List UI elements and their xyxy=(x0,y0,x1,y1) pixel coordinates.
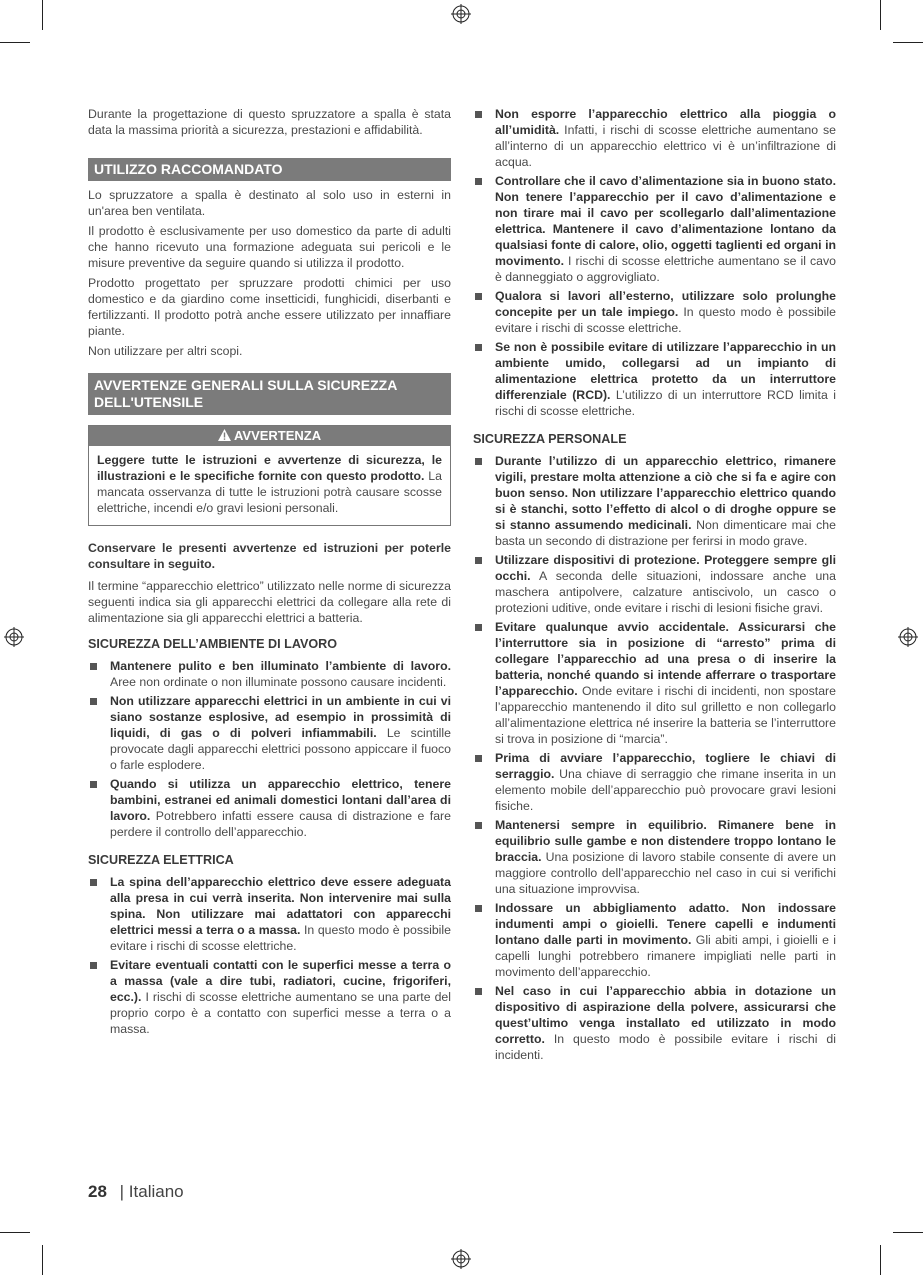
item-bold: Non esporre l’apparecchio elettrico alla pioggia o all’umidità. xyxy=(495,107,836,137)
item-text: Aree non ordinate o non illuminate possono causare incidenti. xyxy=(110,675,447,689)
list-item xyxy=(88,957,451,1037)
item-bold: Se non è possibile evitare di utilizzare l’apparecchio in un ambiente umido, collegarsi ad un impianto di alimentazione elettrica protetto da un interruttore differenziale (RCD). xyxy=(495,340,836,402)
electrical-list xyxy=(88,874,451,1037)
item-bold: Controllare che il cavo d’alimentazione sia in buono stato. Non tenere l’apparecchio per il cavo d’alimentazione e non tirare mai il cavo per scollegarlo dall’alimentazione elettrica. Mantenere il cavo d’alimentazione lontano da qualsiasi fonte di calore, olio, oggetti taglienti ed organi in movimento. xyxy=(495,174,836,268)
item-text: Una chiave di serraggio che rimane inserita in un elemento mobile dell’apparecchio può provocare gravi lesioni fisiche. xyxy=(495,767,836,813)
paragraph: Prodotto progettato per spruzzare prodotti chimici per uso domestico e da giardino come insetticidi, funghicidi, diserbanti e fertilizzanti. Il prodotto potrà anche essere utilizzato per innaffiare piante. xyxy=(88,276,451,338)
crop-mark xyxy=(893,42,923,43)
item-bold: Evitare qualunque avvio accidentale. Assicurarsi che l’interruttore sia in posizione di “arresto” prima di collegare l’apparecchio ad una presa o di inserire la batteria, nonché quando si intende afferrare o trasportare l’apparecchio. xyxy=(495,620,836,698)
paragraph: Il termine “apparecchio elettrico” utilizzato nelle norme di sicurezza seguenti indica sia gli apparecchi elettrici da collegare alla rete di alimentazione sia gli apparecchi elettrici a batteria. xyxy=(88,579,451,625)
list-item xyxy=(473,900,836,980)
list-item xyxy=(473,288,836,336)
registration-mark-icon xyxy=(451,1249,471,1269)
item-bold: Nel caso in cui l’apparecchio abbia in dotazione un dispositivo di aspirazione della polvere, assicurarsi che quest’ultimo venga installato ed utilizzato in modo corretto. xyxy=(495,984,836,1046)
warning-triangle-icon xyxy=(218,429,231,441)
personal-list xyxy=(473,453,836,1063)
list-item xyxy=(473,453,836,549)
item-text: In questo modo è possibile evitare i rischi di scosse elettriche. xyxy=(495,305,836,335)
item-text: L’utilizzo di un interruttore RCD limita i rischi di scosse elettriche. xyxy=(495,388,836,418)
warning-text xyxy=(89,446,450,521)
section-title-electrical: SICUREZZA ELETTRICA xyxy=(88,853,234,867)
footer-language: | Italiano xyxy=(119,1182,184,1201)
item-bold: Mantenersi sempre in equilibrio. Rimanere bene in equilibrio sulle gambe e non distendere troppo lontano le braccia. xyxy=(495,818,836,864)
item-text: Infatti, i rischi di scosse elettriche aumentano se all’interno di un apparecchio elettrico vi è un’infiltrazione di acqua. xyxy=(495,123,836,169)
section-title-recommended-use: UTILIZZO RACCOMANDATO xyxy=(88,158,451,181)
list-item xyxy=(88,693,451,773)
list-item xyxy=(473,619,836,747)
item-text: Potrebbero infatti essere causa di distrazione e fare perdere il controllo dell’apparecchio. xyxy=(110,809,451,839)
list-item xyxy=(473,173,836,285)
registration-mark-icon xyxy=(4,627,24,647)
list-item xyxy=(473,106,836,170)
page-number: 28 xyxy=(88,1182,107,1201)
warning-label: AVVERTENZA xyxy=(233,428,322,443)
item-bold: Mantenere pulito e ben illuminato l’ambiente di lavoro. xyxy=(110,659,451,673)
crop-mark xyxy=(0,42,30,43)
item-bold: Quando si utilizza un apparecchio elettrico, tenere bambini, estranei ed animali domestici lontani dall’area di lavoro. xyxy=(110,777,451,823)
paragraph: Il prodotto è esclusivamente per uso domestico da parte di adulti che hanno ricevuto una formazione adeguata sui pericoli e le misure preventive da seguire quando si utilizza il prodotto. xyxy=(88,224,451,270)
item-bold: Prima di avviare l’apparecchio, togliere le chiavi di serraggio. xyxy=(495,751,836,781)
item-bold: Durante l’utilizzo di un apparecchio elettrico, rimanere vigili, prestare molta attenzione a ciò che si fa e agire con buon senso. Non utilizzare l’apparecchio elettrico quando si è stanchi, sotto l’effetto di alcol o di droghe oppure se si stanno assumendo medicinali. xyxy=(495,454,836,532)
list-item xyxy=(88,776,451,840)
item-text: In questo modo è possibile evitare i rischi di incidenti. xyxy=(495,1032,836,1062)
list-item xyxy=(473,750,836,814)
item-bold: Non utilizzare apparecchi elettrici in un ambiente in cui vi siano sostanze esplosive, ad esempio in prossimità di liquidi, di gas o di polveri infiammabili. xyxy=(110,694,451,740)
keep-instructions: Conservare le presenti avvertenze ed istruzioni per poterle consultare in seguito. xyxy=(88,541,451,571)
item-text: I rischi di scosse elettriche aumentano se il cavo è danneggiato o aggrovigliato. xyxy=(495,254,836,284)
left-column xyxy=(88,106,451,1040)
intro-paragraph: Durante la progettazione di questo spruzzatore a spalla è stata data la massima priorità a sicurezza, prestazioni e affidabilità. xyxy=(88,107,451,137)
page-footer xyxy=(88,1182,184,1202)
registration-mark-icon xyxy=(898,627,918,647)
item-bold: Evitare eventuali contatti con le superfici messe a terra o a massa (vale a dire tubi, radiatori, cucine, frigoriferi, ecc.). xyxy=(110,958,451,1004)
item-text: Le scintille provocate dagli apparecchi elettrici possono appiccare il fuoco o farle esplodere. xyxy=(110,726,451,772)
paragraph: Lo spruzzatore a spalla è destinato al solo uso in esterni in un'area ben ventilata. xyxy=(88,188,451,218)
item-bold: Utilizzare dispositivi di protezione. Proteggere sempre gli occhi. xyxy=(495,553,836,583)
item-bold: Indossare un abbigliamento adatto. Non indossare indumenti ampi o gioielli. Tenere capelli e indumenti lontano dalle parti in movimento. xyxy=(495,901,836,947)
electrical-list-continued xyxy=(473,106,836,419)
item-text: A seconda delle situazioni, indossare anche una maschera antipolvere, calzature antiscivolo, un casco o protezioni uditive, onde evitare i rischi di lesioni fisiche gravi. xyxy=(495,569,836,615)
crop-mark xyxy=(0,1232,30,1233)
crop-mark xyxy=(42,1245,43,1275)
item-bold: La spina dell’apparecchio elettrico deve essere adeguata alla presa in cui verrà inserita. Non intervenire mai sulla spina. Non utilizzare mai adattatori con apparecchi elettrici messi a terra o a massa. xyxy=(110,875,451,937)
section-title-work-area: SICUREZZA DELL’AMBIENTE DI LAVORO xyxy=(88,637,338,651)
item-text: I rischi di scosse elettriche aumentano se una parte del proprio corpo è a contatto con superfici messe a terra o a massa. xyxy=(110,990,451,1036)
item-bold: Qualora si lavori all’esterno, utilizzare solo prolunghe concepite per un tale impiego. xyxy=(495,289,836,319)
crop-mark xyxy=(893,1232,923,1233)
work-list xyxy=(88,658,451,840)
crop-mark xyxy=(880,1245,881,1275)
list-item xyxy=(88,874,451,954)
list-item xyxy=(88,658,451,690)
warning-header xyxy=(89,426,450,446)
item-text: In questo modo è possibile evitare i rischi di scosse elettriche. xyxy=(110,923,451,953)
list-item xyxy=(473,983,836,1063)
section-title-general-safety: AVVERTENZE GENERALI SULLA SICUREZZA DELL'UTENSILE xyxy=(88,373,451,415)
warning-text-regular: La mancata osservanza di tutte le istruzioni potrà causare scosse elettriche, incendi e/o gravi lesioni personali. xyxy=(97,469,442,515)
section-title-personal: SICUREZZA PERSONALE xyxy=(473,432,627,446)
paragraph: Non utilizzare per altri scopi. xyxy=(88,344,243,358)
list-item xyxy=(473,817,836,897)
warning-text-bold: Leggere tutte le istruzioni e avvertenze di sicurezza, le illustrazioni e le specifiche fornite con questo prodotto. xyxy=(97,453,442,483)
item-text: Una posizione di lavoro stabile consente di avere un maggiore controllo dell’apparecchio nel caso in cui si verifichi una situazione improvvisa. xyxy=(495,850,836,896)
crop-mark xyxy=(42,0,43,30)
list-item xyxy=(473,339,836,419)
item-text: Gli abiti ampi, i gioielli e i capelli lunghi potrebbero rimanere impigliati nelle parti in movimento dell’apparecchio. xyxy=(495,933,836,979)
registration-mark-icon xyxy=(451,4,471,24)
item-text: Non dimenticare mai che basta un secondo di distrazione per ferirsi in modo grave. xyxy=(495,518,836,548)
list-item xyxy=(473,552,836,616)
crop-mark xyxy=(880,0,881,30)
item-text: Onde evitare i rischi di incidenti, non spostare l’apparecchio mantenendo il dito sul grilletto e non collegarlo all’alimentazione elettrica né inserire la batteria se l’interruttore si trova in posizione di “marcia”. xyxy=(495,684,836,746)
warning-box xyxy=(88,425,451,526)
right-column xyxy=(473,106,836,1066)
